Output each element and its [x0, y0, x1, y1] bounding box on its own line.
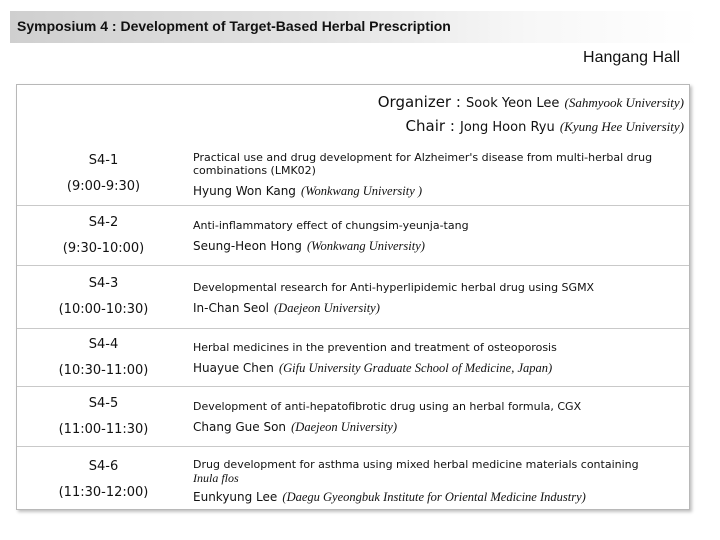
session-time: (9:30-10:00): [62, 240, 145, 256]
session-row: [17, 328, 689, 386]
session-slot: [17, 447, 190, 513]
speaker-name: In-Chan Seol: [193, 300, 269, 315]
speaker-affiliation: (Daejeon University): [291, 420, 398, 434]
talk-title: Developmental research for Anti-hyperlipidemic herbal drug using SGMX: [193, 280, 595, 294]
session-details: [190, 142, 689, 205]
session-code: S4-6: [88, 459, 119, 474]
session-row: [17, 265, 689, 328]
session-row: [17, 446, 689, 513]
speaker-line: [193, 180, 683, 199]
session-code: S4-3: [88, 276, 119, 291]
session-row: [17, 386, 689, 446]
speaker-line: [193, 357, 683, 376]
session-code: S4-5: [88, 395, 119, 411]
session-row: [17, 205, 689, 265]
session-slot: [17, 206, 190, 265]
session-code: S4-2: [88, 214, 119, 230]
session-row: [17, 142, 689, 205]
session-details: [190, 206, 689, 265]
session-details: [190, 266, 689, 328]
talk-title: Anti-inflammatory effect of chungsim-yeunja-tang: [193, 219, 469, 232]
session-time: (10:30-11:00): [58, 362, 149, 378]
organizer-name: Sook Yeon Lee: [466, 96, 560, 111]
speaker-name: Eunkyung Lee: [193, 489, 278, 504]
speaker-affiliation: (Wonkwang University): [307, 239, 425, 253]
chair-name: Jong Hoon Ryu: [459, 120, 555, 135]
speaker-line: [193, 297, 683, 316]
speaker-line: [193, 235, 683, 254]
organizer-affiliation: (Sahmyook University): [564, 95, 684, 110]
speaker-affiliation: (Daejeon University): [274, 300, 380, 315]
session-time: (11:00-11:30): [58, 421, 149, 437]
session-slot: [17, 266, 190, 328]
talk-title: Herbal medicines in the prevention and treatment of osteoporosis: [193, 341, 557, 354]
speaker-name: Chang Gue Son: [193, 420, 287, 434]
session-code: S4-1: [88, 152, 119, 168]
session-slot: [17, 387, 190, 446]
talk-title: Development of anti-hepatofibrotic drug using an herbal formula, CGX: [193, 400, 582, 413]
speaker-line: [193, 486, 683, 505]
session-slot: [17, 329, 190, 386]
session-details: [190, 447, 689, 513]
session-slot: [17, 142, 190, 205]
speaker-name: Seung-Heon Hong: [193, 239, 302, 253]
chair-affiliation: (Kyung Hee University): [559, 119, 684, 134]
talk-title: Practical use and drug development for Alzheimer's disease from multi-herbal drug combinations (LMK02): [193, 150, 653, 177]
session-details: [190, 329, 689, 386]
session-time: (10:00-10:30): [58, 302, 149, 317]
talk-title: Drug development for asthma using mixed herbal medicine materials containing: [193, 457, 639, 471]
session-time: (11:30-12:00): [58, 485, 149, 500]
session-code: S4-4: [88, 336, 119, 352]
organizer-line: [378, 92, 684, 111]
page-title: Symposium 4 : Development of Target-Based Herbal Prescription: [17, 18, 451, 34]
organizer-label: Organizer :: [377, 93, 461, 111]
speaker-name: Hyung Won Kang: [193, 183, 296, 198]
session-details: [190, 387, 689, 446]
speaker-affiliation: (Daegu Gyeongbuk Institute for Oriental Medicine Industry): [282, 489, 586, 504]
chair-line: [406, 116, 684, 135]
talk-title-italic: Inula flos: [193, 470, 239, 485]
speaker-affiliation: (Wonkwang University ): [301, 183, 423, 198]
speaker-line: [193, 416, 683, 435]
venue-label: Hangang Hall: [583, 49, 680, 66]
chair-label: Chair :: [405, 117, 455, 135]
session-table: [17, 142, 689, 513]
session-time: (9:00-9:30): [66, 178, 141, 194]
speaker-name: Huayue Chen: [193, 361, 274, 375]
speaker-affiliation: (Gifu University Graduate School of Medicine, Japan): [278, 361, 553, 375]
